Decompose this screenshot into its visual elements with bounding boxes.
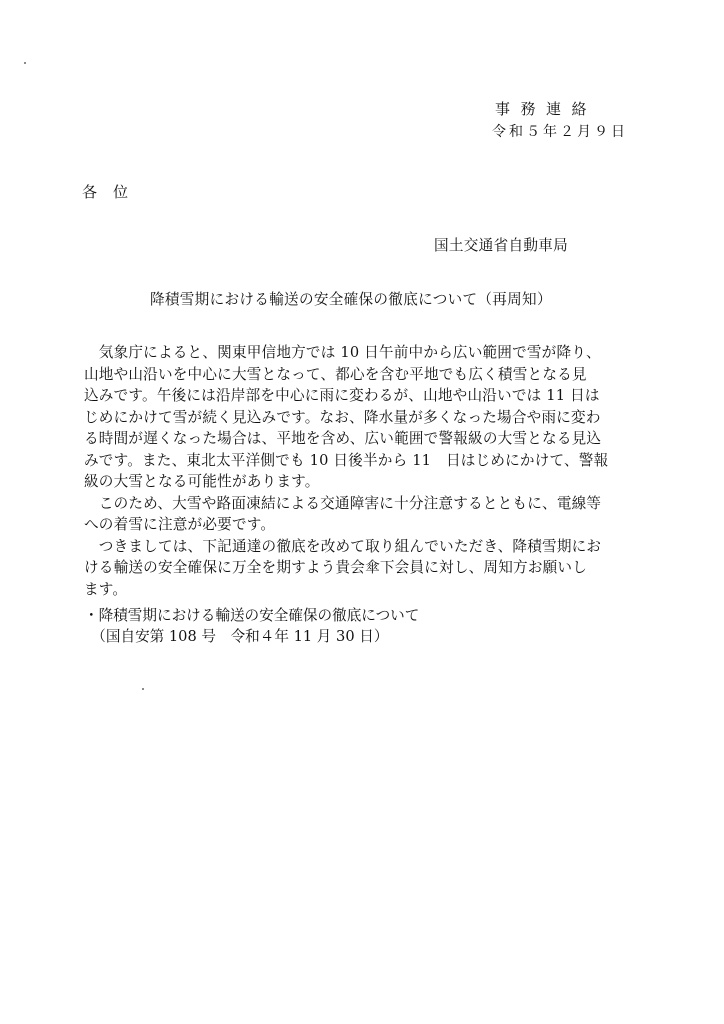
scan-speck	[24, 62, 26, 64]
body-line: ける輸送の安全確保に万全を期すよう貴会傘下会員に対し、周知方お願いし	[84, 559, 587, 576]
scan-speck	[142, 688, 144, 690]
reference-section	[84, 605, 419, 647]
reference-item: ・降積雪期における輸送の安全確保の徹底について	[84, 607, 420, 624]
body-line: このため、大雪や路面凍結による交通障害に十分注意するとともに、電線等	[84, 494, 602, 512]
body-line: みです。また、東北太平洋側でも 10 日後半から 11 日はじめにかけて、警報	[84, 451, 609, 469]
body-line: 級の大雪となる可能性があります。	[84, 473, 320, 490]
body-line: への着雪に注意が必要です。	[84, 516, 276, 533]
body-line: 気象庁によると、関東甲信地方では 10 日午前中から広い範囲で雪が降り、	[84, 344, 601, 361]
document-date: 令和５年２月９日	[492, 124, 628, 140]
document-type-label: 事務連絡	[495, 100, 598, 118]
body-line: つきましては、下記通達の徹底を改めて取り組んでいただき、降積雪期にお	[84, 537, 602, 555]
body-line: る時間が遅くなった場合は、平地を含め、広い範囲で警報級の大雪となる見込	[84, 430, 602, 447]
body-text	[84, 342, 644, 600]
sender-organization: 国土交通省自動車局	[434, 237, 569, 254]
body-line: じめにかけて雪が続く見込みです。なお、降水量が多くなった場合や雨に変わ	[84, 408, 601, 426]
reference-citation: （国自安第 108 号 令和４年 11 月 30 日）	[84, 628, 389, 645]
body-line: ます。	[84, 580, 128, 598]
document-title: 降積雪期における輸送の安全確保の徹底について（再周知）	[150, 291, 552, 308]
body-line: 込みです。午後には沿岸部を中心に雨に変わるが、山地や山沿いでは 11 日は	[84, 387, 600, 404]
body-line: 山地や山沿いを中心に大雪となって、都心を含む平地でも広く積雪となる見	[84, 365, 587, 383]
addressee: 各位	[82, 183, 145, 201]
